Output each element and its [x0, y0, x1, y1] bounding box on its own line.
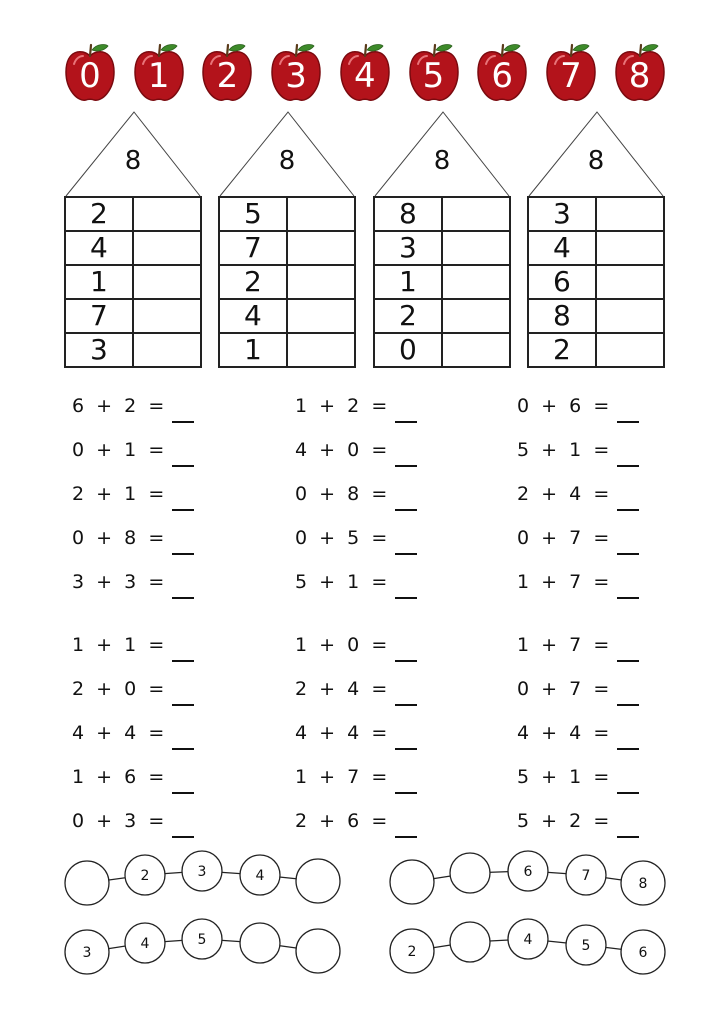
equation-text: 1 + 2 = [295, 395, 388, 417]
answer-blank[interactable] [395, 483, 417, 511]
equation-text: 0 + 8 = [295, 483, 388, 505]
chain-number: 3 [197, 864, 207, 880]
equation-row [72, 571, 194, 615]
house-given-number: 1 [375, 266, 443, 298]
apple-number-strip [0, 0, 720, 110]
equation-row [517, 766, 639, 810]
equation-row [517, 439, 639, 483]
equation-row [295, 395, 417, 439]
house-row [218, 266, 356, 300]
chain-empty-circle[interactable] [450, 853, 490, 893]
answer-blank[interactable] [395, 395, 417, 423]
house-given-number: 2 [375, 300, 443, 332]
house-answer-cell[interactable] [288, 198, 354, 230]
house-row [218, 334, 356, 368]
equation-text: 1 + 7 = [517, 634, 610, 656]
answer-blank[interactable] [395, 571, 417, 599]
house-answer-cell[interactable] [443, 266, 509, 298]
house-answer-cell[interactable] [288, 266, 354, 298]
house-answer-cell[interactable] [288, 334, 354, 366]
chain-empty-circle[interactable] [240, 923, 280, 963]
equation-text: 1 + 7 = [517, 571, 610, 593]
house-answer-cell[interactable] [597, 198, 663, 230]
house-given-number: 3 [66, 334, 134, 366]
answer-blank[interactable] [172, 439, 194, 467]
house-answer-cell[interactable] [443, 198, 509, 230]
answer-blank[interactable] [395, 527, 417, 555]
equation-text: 1 + 0 = [295, 634, 388, 656]
equation-text: 2 + 6 = [295, 810, 388, 832]
apple-digit-label: 4 [353, 56, 376, 96]
number-house-3 [373, 110, 511, 372]
house-given-number: 3 [375, 232, 443, 264]
equation-row [517, 678, 639, 722]
apple-digit-7 [545, 42, 597, 104]
equation-column-2 [295, 634, 417, 854]
house-answer-cell[interactable] [443, 232, 509, 264]
equation-row [72, 483, 194, 527]
house-row [64, 232, 202, 266]
house-answer-cell[interactable] [597, 300, 663, 332]
house-table [527, 196, 665, 368]
equation-column-1 [72, 395, 194, 615]
answer-blank[interactable] [617, 722, 639, 750]
equation-row [295, 439, 417, 483]
house-row [64, 300, 202, 334]
equation-text: 1 + 1 = [72, 634, 165, 656]
house-given-number: 4 [220, 300, 288, 332]
house-row [64, 334, 202, 368]
equation-text: 4 + 0 = [295, 439, 388, 461]
house-answer-cell[interactable] [134, 300, 200, 332]
equation-text: 0 + 8 = [72, 527, 165, 549]
chain-number: 6 [523, 864, 533, 880]
answer-blank[interactable] [617, 571, 639, 599]
house-given-number: 1 [66, 266, 134, 298]
house-table [218, 196, 356, 368]
equation-row [517, 722, 639, 766]
equation-row [72, 678, 194, 722]
equation-text: 0 + 6 = [517, 395, 610, 417]
house-row [527, 300, 665, 334]
equation-column-1 [72, 634, 194, 854]
equation-text: 5 + 1 = [517, 439, 610, 461]
house-given-number: 3 [529, 198, 597, 230]
house-answer-cell[interactable] [288, 232, 354, 264]
house-table [64, 196, 202, 368]
house-given-number: 2 [66, 198, 134, 230]
chain-empty-circle[interactable] [450, 922, 490, 962]
house-row [64, 196, 202, 232]
house-answer-cell[interactable] [134, 232, 200, 264]
chain-empty-circle[interactable] [65, 861, 109, 905]
equation-row [295, 483, 417, 527]
house-row [218, 300, 356, 334]
equation-row [517, 395, 639, 439]
house-table [373, 196, 511, 368]
number-chain-2 [390, 851, 665, 905]
equation-text: 0 + 1 = [72, 439, 165, 461]
house-given-number: 8 [529, 300, 597, 332]
house-given-number: 4 [66, 232, 134, 264]
answer-blank[interactable] [617, 678, 639, 706]
equation-text: 0 + 7 = [517, 678, 610, 700]
answer-blank[interactable] [617, 395, 639, 423]
house-row [218, 232, 356, 266]
house-given-number: 4 [529, 232, 597, 264]
house-row [218, 196, 356, 232]
equation-row [517, 483, 639, 527]
equation-row [72, 766, 194, 810]
chain-number: 4 [255, 868, 265, 884]
house-given-number: 2 [220, 266, 288, 298]
apple-digit-label: 8 [628, 56, 651, 96]
equation-row [72, 634, 194, 678]
apple-digit-label: 1 [147, 56, 170, 96]
answer-blank[interactable] [172, 678, 194, 706]
house-given-number: 2 [529, 334, 597, 366]
house-given-number: 1 [220, 334, 288, 366]
answer-blank[interactable] [617, 483, 639, 511]
house-given-number: 7 [66, 300, 134, 332]
house-given-number: 6 [529, 266, 597, 298]
house-row [373, 300, 511, 334]
chain-number: 5 [581, 938, 591, 954]
chain-empty-circle[interactable] [296, 929, 340, 973]
house-given-number: 0 [375, 334, 443, 366]
house-row [373, 232, 511, 266]
equation-row [295, 766, 417, 810]
house-answer-cell[interactable] [134, 266, 200, 298]
house-row [527, 232, 665, 266]
equation-row [517, 527, 639, 571]
equation-text: 4 + 4 = [295, 722, 388, 744]
equation-column-3 [517, 634, 639, 854]
number-chain-3 [65, 919, 340, 974]
apple-digit-0 [64, 42, 116, 104]
answer-blank[interactable] [617, 810, 639, 838]
answer-blank[interactable] [172, 483, 194, 511]
answer-blank[interactable] [172, 527, 194, 555]
number-chain-1 [65, 851, 340, 905]
equation-text: 3 + 3 = [72, 571, 165, 593]
house-row [373, 266, 511, 300]
equation-text: 5 + 2 = [517, 810, 610, 832]
chain-number: 4 [140, 936, 150, 952]
house-answer-cell[interactable] [288, 300, 354, 332]
answer-blank[interactable] [617, 634, 639, 662]
equation-text: 0 + 7 = [517, 527, 610, 549]
equation-text: 5 + 1 = [517, 766, 610, 788]
number-house-4 [527, 110, 665, 372]
chain-number: 2 [407, 944, 417, 960]
equation-text: 2 + 1 = [72, 483, 165, 505]
answer-blank[interactable] [172, 766, 194, 794]
house-answer-cell[interactable] [597, 334, 663, 366]
answer-blank[interactable] [395, 722, 417, 750]
equation-row [517, 634, 639, 678]
apple-digit-label: 6 [491, 56, 513, 96]
apple-digit-8 [614, 42, 666, 104]
house-roof-number: 8 [587, 146, 605, 176]
equation-text: 4 + 4 = [517, 722, 610, 744]
equation-column-3 [517, 395, 639, 615]
equation-text: 1 + 6 = [72, 766, 165, 788]
apple-digit-label: 7 [560, 56, 582, 96]
equation-text: 0 + 3 = [72, 810, 165, 832]
chain-number: 5 [197, 932, 207, 948]
answer-blank[interactable] [617, 439, 639, 467]
house-answer-cell[interactable] [134, 334, 200, 366]
answer-blank[interactable] [172, 810, 194, 838]
house-row [64, 266, 202, 300]
number-chains [0, 840, 720, 1010]
answer-blank[interactable] [617, 766, 639, 794]
number-chain-4 [390, 919, 665, 974]
equation-text: 4 + 4 = [72, 722, 165, 744]
house-row [373, 334, 511, 368]
chain-number: 6 [638, 945, 648, 961]
chain-empty-circle[interactable] [390, 860, 434, 904]
answer-blank[interactable] [172, 634, 194, 662]
equation-row [295, 571, 417, 615]
equation-text: 1 + 7 = [295, 766, 388, 788]
answer-blank[interactable] [395, 634, 417, 662]
apple-digit-5 [408, 42, 460, 104]
chain-empty-circle[interactable] [296, 859, 340, 903]
house-roof-number: 8 [124, 146, 142, 176]
apple-digit-3 [270, 42, 322, 104]
equation-row [295, 678, 417, 722]
house-answer-cell[interactable] [134, 198, 200, 230]
apple-digit-6 [476, 42, 528, 104]
equation-text: 6 + 2 = [72, 395, 165, 417]
house-answer-cell[interactable] [597, 266, 663, 298]
answer-blank[interactable] [172, 571, 194, 599]
equation-text: 0 + 5 = [295, 527, 388, 549]
answer-blank[interactable] [395, 439, 417, 467]
house-row [373, 196, 511, 232]
chain-number: 7 [581, 868, 591, 884]
house-answer-cell[interactable] [443, 334, 509, 366]
equation-row [72, 439, 194, 483]
answer-blank[interactable] [395, 810, 417, 838]
equation-text: 2 + 4 = [295, 678, 388, 700]
number-house-2 [218, 110, 356, 372]
house-given-number: 5 [220, 198, 288, 230]
house-given-number: 8 [375, 198, 443, 230]
equation-text: 5 + 1 = [295, 571, 388, 593]
equation-text: 2 + 0 = [72, 678, 165, 700]
apple-digit-1 [133, 42, 185, 104]
answer-blank[interactable] [172, 395, 194, 423]
equation-row [295, 527, 417, 571]
chain-number: 2 [140, 868, 150, 884]
apple-digit-4 [339, 42, 391, 104]
chain-number: 3 [82, 945, 92, 961]
house-row [527, 266, 665, 300]
house-row [527, 196, 665, 232]
answer-blank[interactable] [395, 678, 417, 706]
equation-row [72, 527, 194, 571]
house-given-number: 7 [220, 232, 288, 264]
house-roof-number: 8 [433, 146, 451, 176]
equation-column-2 [295, 395, 417, 615]
house-roof-number: 8 [278, 146, 296, 176]
house-row [527, 334, 665, 368]
apple-digit-label: 5 [422, 56, 445, 96]
house-answer-cell[interactable] [597, 232, 663, 264]
apple-digit-label: 0 [79, 56, 101, 96]
apple-digit-2 [201, 42, 253, 104]
equation-row [295, 634, 417, 678]
equation-row [295, 722, 417, 766]
equation-row [72, 722, 194, 766]
apple-digit-label: 2 [216, 56, 239, 96]
equation-text: 2 + 4 = [517, 483, 610, 505]
answer-blank[interactable] [617, 527, 639, 555]
answer-blank[interactable] [395, 766, 417, 794]
equation-row [517, 571, 639, 615]
number-house-1 [64, 110, 202, 372]
apple-digit-label: 3 [285, 56, 307, 96]
house-answer-cell[interactable] [443, 300, 509, 332]
chain-number: 4 [523, 932, 533, 948]
chain-number: 8 [638, 876, 648, 892]
equation-row [72, 395, 194, 439]
answer-blank[interactable] [172, 722, 194, 750]
